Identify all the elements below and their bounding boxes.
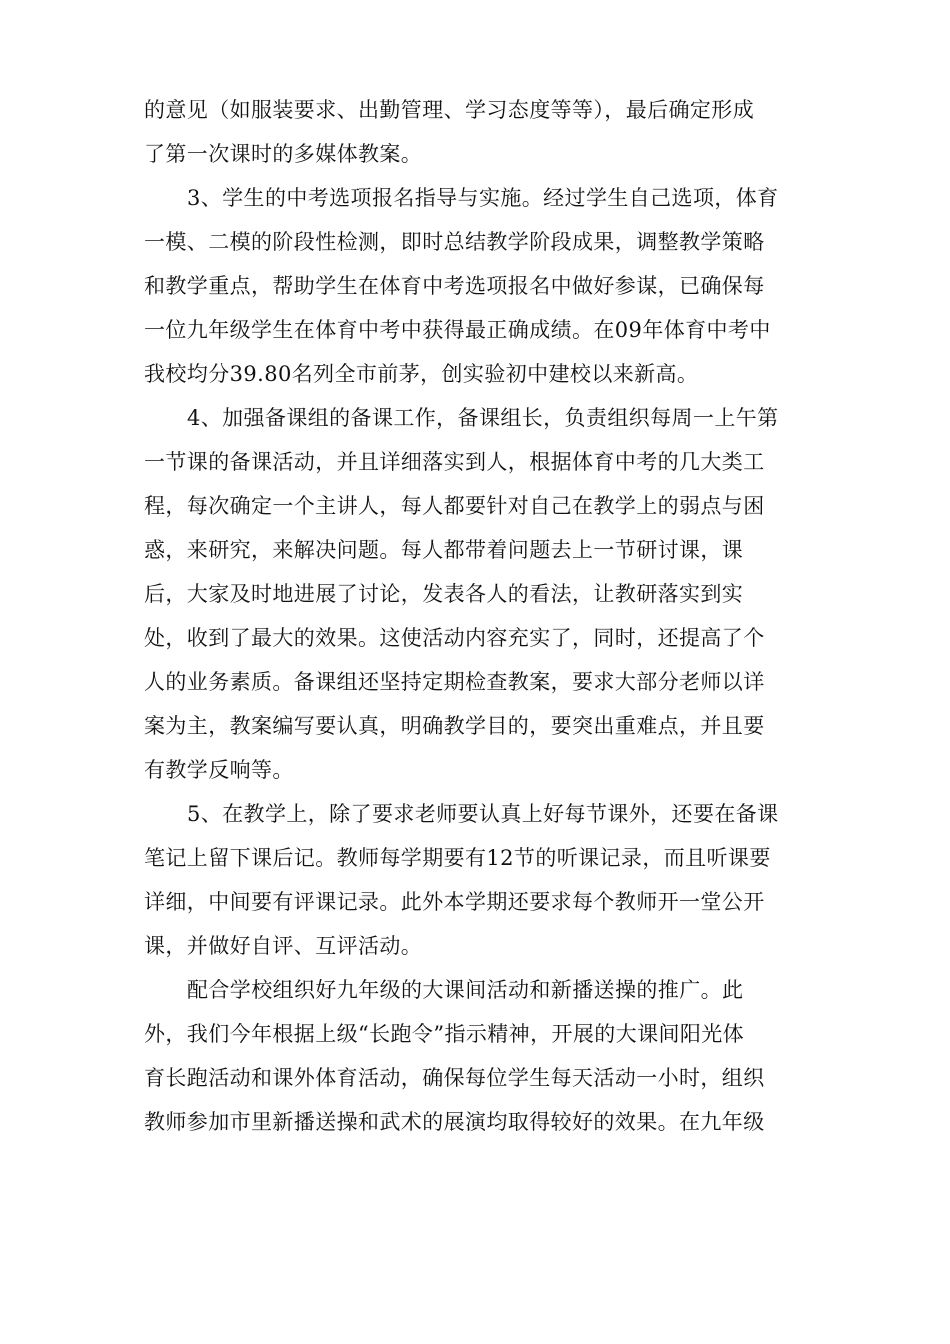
text-line: 课，并做好自评、互评活动。 (144, 934, 423, 958)
text-line: 后，大家及时地进展了讨论，发表各人的看法，让教研落实到实 (144, 582, 744, 606)
text-line: 的意见（如服装要求、出勤管理、学习态度等等），最后确定形成 (144, 98, 755, 122)
text-line: 惑，来研究，来解决问题。每人都带着问题去上一节研讨课，课 (144, 538, 744, 562)
text-line: 教师参加市里新播送操和武术的展演均取得较好的效果。在九年级 (144, 1110, 765, 1134)
paragraph-start-line: 配合学校组织好九年级的大课间活动和新播送操的推广。此 (187, 978, 744, 1002)
text-line: 育长跑活动和课外体育活动，确保每位学生每天活动一小时，组织 (144, 1066, 765, 1090)
text-line: 一模、二模的阶段性检测，即时总结教学阶段成果，调整教学策略 (144, 230, 765, 254)
paragraph-start-line: 3、学生的中考选项报名指导与实施。经过学生自己选项，体育 (187, 186, 779, 210)
text-line: 程，每次确定一个主讲人，每人都要针对自己在教学上的弱点与困 (144, 494, 765, 518)
paragraph-start-line: 4、加强备课组的备课工作，备课组长，负责组织每周一上午第 (187, 406, 779, 430)
text-line: 外，我们今年根据上级“长跑令”指示精神，开展的大课间阳光体 (144, 1022, 745, 1046)
paragraph-start-line: 5、在教学上，除了要求老师要认真上好每节课外，还要在备课 (187, 802, 779, 826)
text-line: 处，收到了最大的效果。这使活动内容充实了，同时，还提高了个 (144, 626, 765, 650)
text-line: 有教学反响等。 (144, 758, 294, 782)
text-line: 一节课的备课活动，并且详细落实到人，根据体育中考的几大类工 (144, 450, 765, 474)
text-line: 一位九年级学生在体育中考中获得最正确成绩。在09年体育中考中 (144, 318, 771, 342)
text-line: 人的业务素质。备课组还坚持定期检查教案，要求大部分老师以详 (144, 670, 765, 694)
text-line: 详细，中间要有评课记录。此外本学期还要求每个教师开一堂公开 (144, 890, 765, 914)
document-body (144, 88, 824, 1144)
text-line: 了第一次课时的多媒体教案。 (144, 142, 423, 166)
text-line: 和教学重点，帮助学生在体育中考选项报名中做好参谋，已确保每 (144, 274, 765, 298)
text-line: 案为主，教案编写要认真，明确教学目的，要突出重难点，并且要 (144, 714, 765, 738)
text-line: 笔记上留下课后记。教师每学期要有12节的听课记录，而且听课要 (144, 846, 771, 870)
text-line: 我校均分39.80名列全市前茅，创实验初中建校以来新高。 (144, 362, 699, 386)
